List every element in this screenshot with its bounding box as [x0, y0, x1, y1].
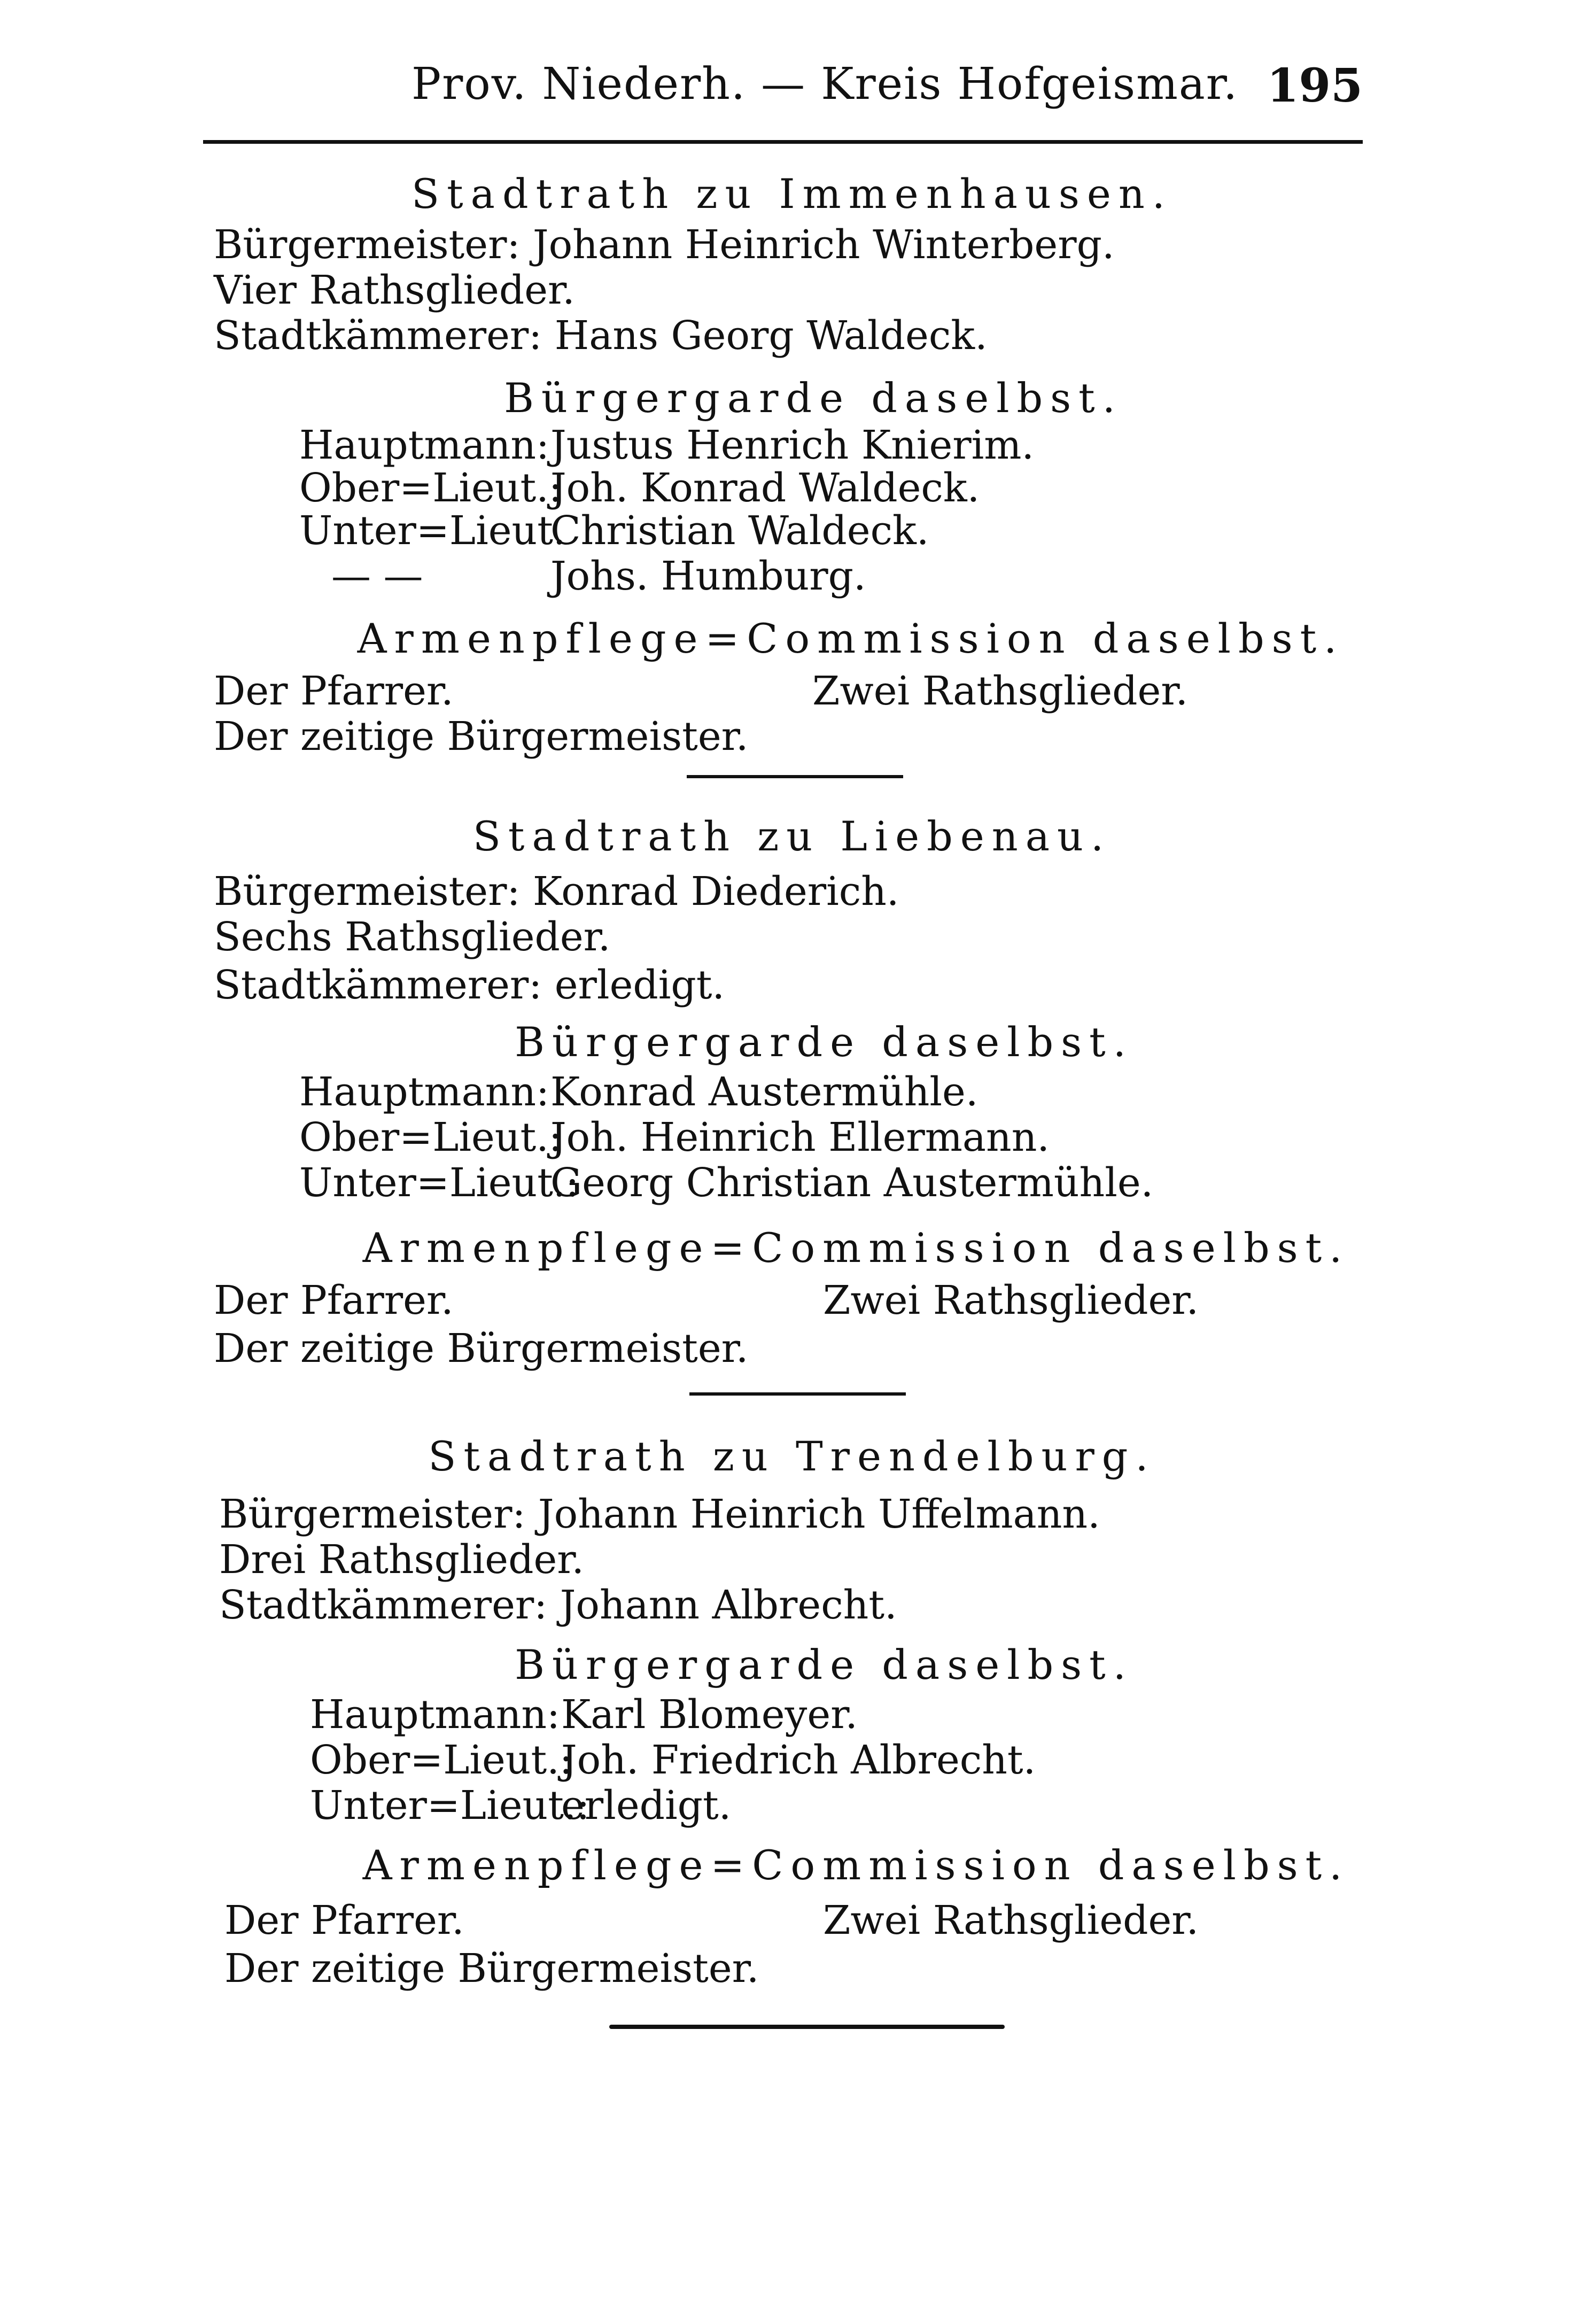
section-title-immenhausen: Stadtrath zu Immenhausen. [411, 170, 1173, 218]
guard-role-ditto: — — [331, 553, 423, 599]
commission-title: Armenpflege=Commission daselbst. [357, 615, 1345, 662]
guard-name: Christian Waldeck. [550, 508, 929, 554]
commission-member: Der Pfarrer. [224, 1897, 464, 1943]
running-header [203, 53, 1363, 112]
mayor-line: Bürgermeister: Johann Heinrich Uffelmann. [219, 1491, 1100, 1537]
guard-title: Bürgergarde daselbst. [515, 1018, 1133, 1066]
council-members-line: Drei Rathsglieder. [219, 1537, 585, 1583]
guard-row [299, 1160, 1153, 1206]
guard-row [310, 1692, 858, 1738]
commission-member: Der Pfarrer. [214, 668, 454, 714]
guard-role: Unter=Lieut.: [310, 1783, 590, 1829]
running-header-title: Prov. Niederh. — Kreis Hofgeismar. [411, 59, 1239, 110]
header-rule [203, 140, 1363, 144]
commission-member: Zwei Rathsglieder. [823, 1277, 1199, 1323]
guard-row [299, 1069, 978, 1115]
guard-role: Unter=Lieut. [299, 508, 566, 554]
guard-name: Joh. Friedrich Albrecht. [561, 1737, 1036, 1783]
guard-row [299, 422, 1034, 468]
treasurer-line: Stadtkämmerer: erledigt. [214, 962, 725, 1008]
commission-member: Der zeitige Bürgermeister. [214, 714, 749, 760]
guard-name: Justus Henrich Knierim. [550, 422, 1034, 468]
guard-name: Georg Christian Austermühle. [550, 1160, 1154, 1206]
guard-row [310, 1737, 1036, 1783]
guard-row [299, 1114, 1050, 1160]
section-divider [689, 1392, 906, 1396]
mayor-line: Bürgermeister: Konrad Diederich. [214, 869, 899, 915]
guard-row [310, 1783, 731, 1829]
guard-role: Ober=Lieut.: [310, 1737, 573, 1783]
guard-row [299, 553, 866, 599]
commission-member: Der zeitige Bürgermeister. [214, 1326, 749, 1372]
council-members-line: Vier Rathsglieder. [214, 267, 575, 313]
council-members-line: Sechs Rathsglieder. [214, 914, 611, 960]
commission-member: Zwei Rathsglieder. [823, 1897, 1199, 1943]
guard-title: Bürgergarde daselbst. [504, 374, 1123, 422]
guard-role: Unter=Lieut.: [299, 1160, 579, 1206]
commission-title: Armenpflege=Commission daselbst. [362, 1841, 1350, 1889]
guard-name: erledigt. [561, 1783, 732, 1829]
section-title-liebenau: Stadtrath zu Liebenau. [472, 812, 1112, 860]
treasurer-line: Stadtkämmerer: Johann Albrecht. [219, 1582, 897, 1628]
guard-name: Joh. Heinrich Ellermann. [550, 1114, 1050, 1160]
guard-role: Hauptmann: [310, 1692, 560, 1738]
guard-name: Johs. Humburg. [550, 553, 866, 599]
commission-member: Der Pfarrer. [214, 1277, 454, 1323]
section-divider [687, 775, 903, 778]
commission-member: Der zeitige Bürgermeister. [224, 1946, 759, 1992]
guard-row [299, 508, 929, 554]
end-ornament-rule [609, 2025, 1005, 2029]
guard-role: Ober=Lieut.: [299, 1114, 562, 1160]
guard-role: Hauptmann: [299, 422, 549, 468]
commission-title: Armenpflege=Commission daselbst. [362, 1224, 1350, 1272]
guard-row [299, 465, 980, 511]
commission-member: Zwei Rathsglieder. [812, 668, 1189, 714]
guard-name: Joh. Konrad Waldeck. [550, 465, 980, 511]
guard-name: Konrad Austermühle. [550, 1069, 979, 1115]
guard-role: Ober=Lieut.: [299, 465, 562, 511]
page-number: 195 [1267, 59, 1363, 113]
guard-title: Bürgergarde daselbst. [515, 1641, 1133, 1688]
section-title-trendelburg: Stadtrath zu Trendelburg. [428, 1432, 1156, 1480]
treasurer-line: Stadtkämmerer: Hans Georg Waldeck. [214, 313, 988, 359]
mayor-line: Bürgermeister: Johann Heinrich Winterberg. [214, 222, 1115, 268]
guard-role: Hauptmann: [299, 1069, 549, 1115]
guard-name: Karl Blomeyer. [561, 1692, 858, 1738]
